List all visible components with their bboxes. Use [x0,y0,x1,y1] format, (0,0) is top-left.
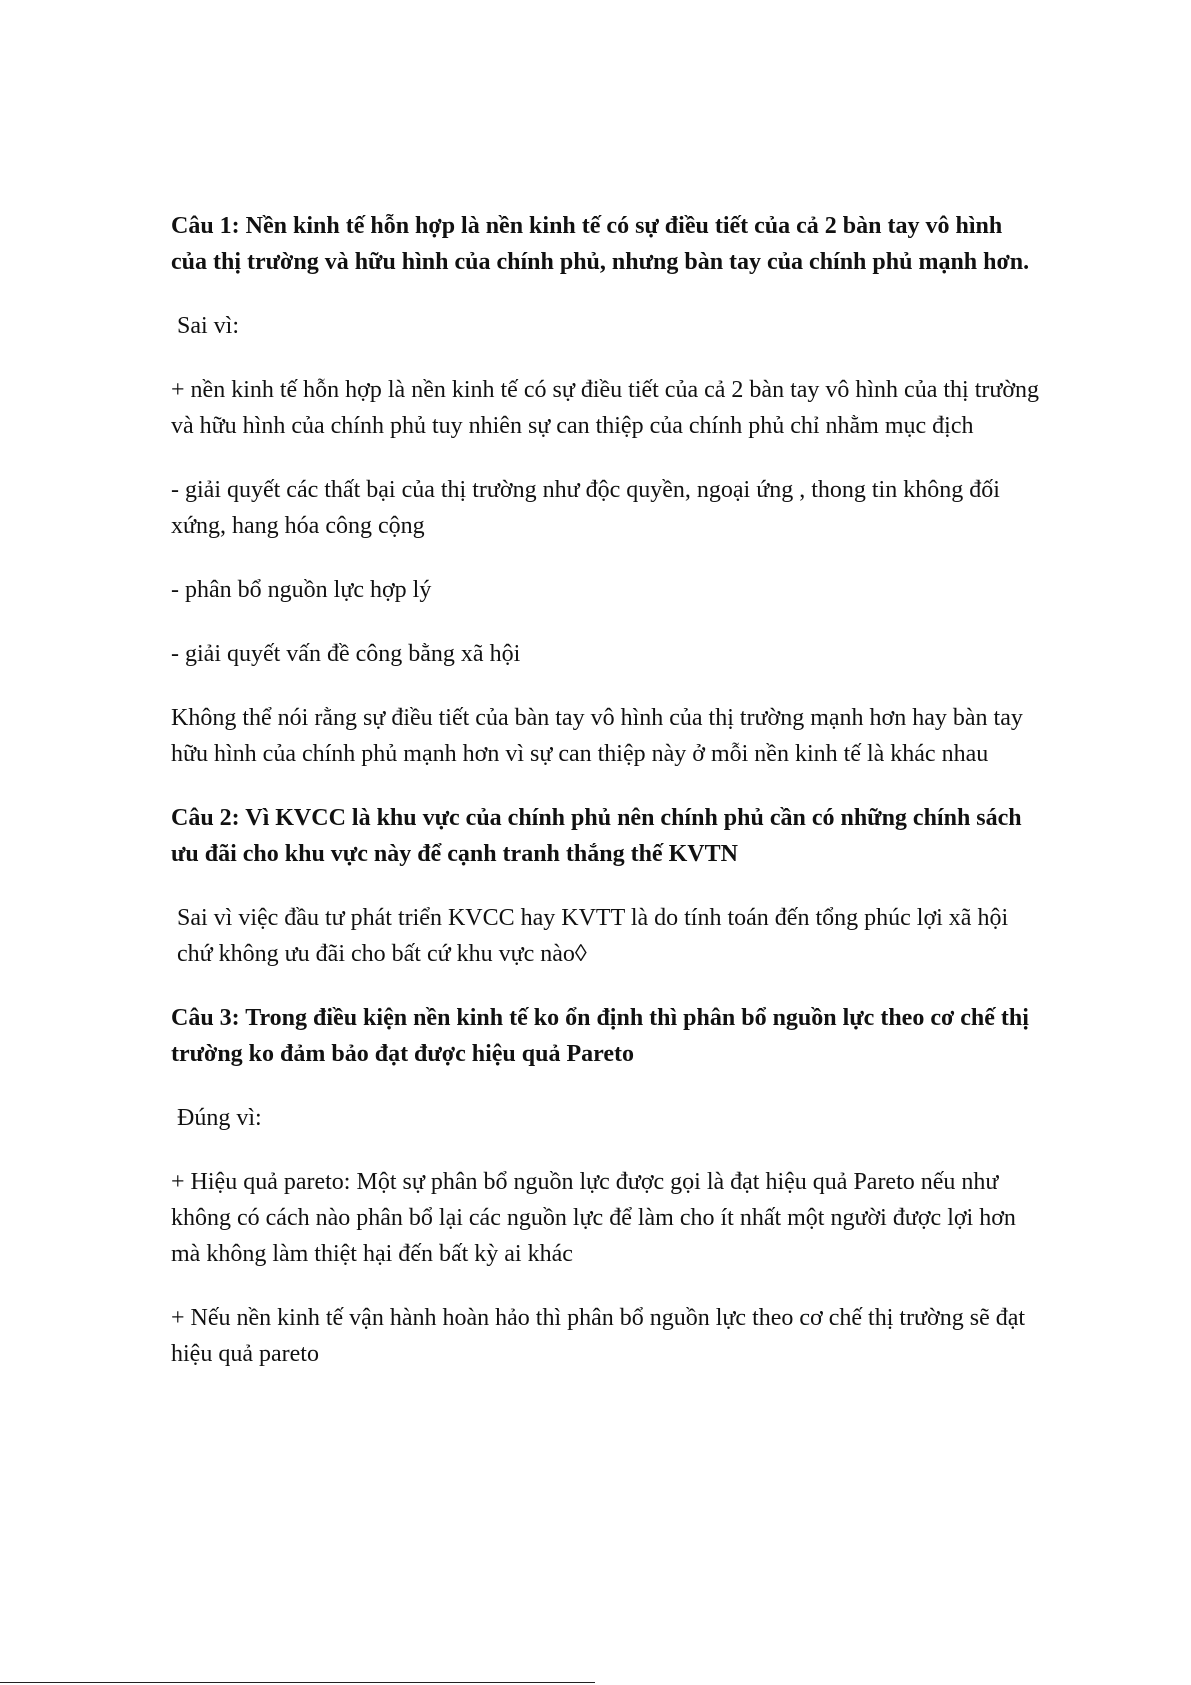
paragraph-body: + nền kinh tế hỗn hợp là nền kinh tế có sự điều tiết của cả 2 bàn tay vô hình của thị trường và hữu hình của chính phủ tuy nhiên sự can thiệp của chính phủ chỉ nhằm mục địch [171,377,1040,439]
paragraph-body: - giải quyết các thất bại của thị trường như độc quyền, ngoại ứng , thong tin không đối xứng, hang hóa công cộng [171,477,1000,539]
question-2: Câu 2: Vì KVCC là khu vực của chính phủ nên chính phủ cần có những chính sách ưu đãi cho khu vực này để cạnh tranh thắng thế KVTN [171,805,1022,867]
question-3: Câu 3: Trong điều kiện nền kinh tế ko ổn định thì phân bổ nguồn lực theo cơ chế thị trường ko đảm bảo đạt được hiệu quả Pareto [171,1005,1029,1067]
paragraph-body: Không thể nói rằng sự điều tiết của bàn tay vô hình của thị trường mạnh hơn hay bàn tay hữu hình của chính phủ mạnh hơn vì sự can thiệp này ở mỗi nền kinh tế là khác nhau [171,705,1023,767]
bottom-rule [0,1682,595,1683]
paragraph-body: - giải quyết vấn đề công bằng xã hội [171,641,521,667]
paragraph-body: + Hiệu quả pareto: Một sự phân bổ nguồn lực được gọi là đạt hiệu quả Pareto nếu như không có cách nào phân bổ lại các nguồn lực để làm cho ít nhất một người được lợi hơn mà không làm thiệt hại đến bất kỳ ai khác [171,1169,1016,1267]
question-1: Câu 1: Nền kinh tế hỗn hợp là nền kinh tế có sự điều tiết của cả 2 bàn tay vô hình của thị trường và hữu hình của chính phủ, nhưng bàn tay của chính phủ mạnh hơn. [171,213,1030,275]
verdict-3: Đúng vì: [177,1105,262,1131]
paragraph-body: - phân bổ nguồn lực hợp lý [171,577,432,603]
verdict-2: Sai vì việc đầu tư phát triển KVCC hay KVTT là do tính toán đến tổng phúc lợi xã hội chứ không ưu đãi cho bất cứ khu vực nào◊ [177,905,1009,967]
document-body [171,208,1041,1400]
paragraph-body: + Nếu nền kinh tế vận hành hoàn hảo thì phân bổ nguồn lực theo cơ chế thị trường sẽ đạt hiệu quả pareto [171,1305,1026,1367]
verdict-1: Sai vì: [177,313,240,339]
